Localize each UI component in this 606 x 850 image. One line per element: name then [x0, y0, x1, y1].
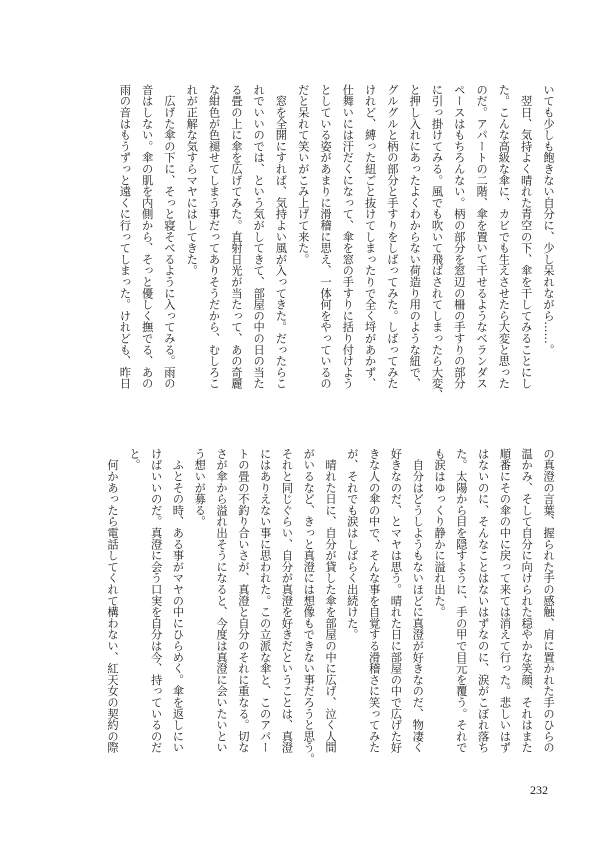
text-column: も涙はゆっくり静かに溢れ出た。 — [433, 448, 447, 618]
text-column: 仕舞いには汗だくになって、傘を窓の手すりに括り付けよう — [341, 84, 355, 390]
text-column: それと同じぐらい、自分が真澄を好きだということは、真澄 — [280, 448, 294, 754]
text-column: 翌日、気持よく晴れた青空の下、傘を干してみることにし — [519, 84, 533, 390]
text-column: 順番にその傘の中に戻って来ては消えて行った。悲しいはず — [498, 448, 512, 754]
text-column: る畳の上に傘を広げてみた。直射日光が当たって、あの奇麗 — [229, 84, 243, 390]
text-column: のだ。アパートの二階、傘を置いて干せるようなベランダス — [475, 84, 489, 390]
text-column: としている姿があまりに滑稽に思え、一体何をやっているの — [319, 84, 333, 390]
text-column: の真澄の言葉、握られた手の感触、肩に置かれた手のひらの — [542, 448, 555, 754]
text-column: れが正解な気すらマヤにはしてきた。 — [185, 84, 199, 277]
text-column: けばいいのだ。真澄に会う口実を自分は今、持っているのだ — [149, 448, 163, 754]
text-column: 自分はどうしようもないほどに真澄が好きなのだ、物凄く — [411, 448, 425, 754]
text-column: た。太陽から目を隠すように、手の甲で目元を覆う。それで — [454, 448, 468, 754]
text-column: はないのに、そんなことはないはずなのに、涙がこぼれ落ち — [476, 448, 490, 754]
text-column: ペースはもちろんない。柄の部分を窓辺の柵の手すりの部分 — [452, 84, 466, 390]
text-column: れでいいのでは、という気がしてきて、部屋の中の日の当た — [252, 84, 266, 390]
text-column: けれど、縛った紐ごと抜けてしまったりで全く埒があかず、 — [363, 84, 377, 390]
text-column: がいるなど、きっと真澄には想像もできない事だろうと思う。 — [302, 448, 316, 765]
text-column: いても少しも飽きない自分に、少し呆れながら……。 — [542, 84, 555, 356]
text-column: きな人の傘の中で、そんな事を自覚する滑稽さに笑ってみた — [367, 448, 381, 754]
text-column: と。 — [127, 448, 141, 471]
text-column: さが傘から溢れ出そうになると、今度は真澄に会いたいとい — [215, 448, 229, 754]
text-column: と押し入れにあったよくわからない荷造り用のような紐で、 — [408, 84, 422, 390]
text-block-lower — [101, 448, 559, 765]
text-column: トの畳の不釣り合いさが、真澄と自分のそれに重なる。切な — [236, 448, 250, 754]
text-block-upper — [113, 84, 559, 401]
text-column: が、それでも涙はしばらく出続けた。 — [345, 448, 359, 641]
text-column: ふとその時、ある事がマヤの中にひらめく。傘を返しにい — [171, 448, 185, 754]
text-column: 音はしない。傘の肌を内側から、そっと優しく撫でる、あの — [140, 84, 154, 390]
text-column: な紺色が色褪せてしまう事だってありそうだから、むしろこ — [207, 84, 221, 390]
text-column: 温かみ、そして自分に向けられた穏やかな笑顔、それはまた — [520, 448, 534, 754]
page-number: 232 — [530, 783, 548, 797]
text-column: だと呆れて笑いがこみ上げて来た。 — [296, 84, 310, 265]
text-column: う想いが募る。 — [193, 448, 207, 528]
text-column: 窓を全開にすれば、気持よい風が入ってきた。だったらこ — [274, 84, 288, 390]
text-column: 広げた傘の下に、そっと寝そべるように入ってみる。雨の — [162, 84, 176, 390]
text-column: 何かあったら電話してくれて構わない、紅天女の契約の際 — [106, 448, 120, 754]
text-column: グルグルと柄の部分と手すりをしばってみた。しばってみた — [385, 84, 399, 390]
text-column: 好きなのだ、とマヤは思う。晴れた日に部屋の中で広げた好 — [389, 448, 403, 754]
text-column: 雨の音はもうずっと遠くに行ってしまった。けれども、昨日 — [118, 84, 132, 390]
text-column: に引っ掛けてみる。風でも吹いて飛ばされてしまったら大変、 — [430, 84, 444, 401]
text-column: 晴れた日に、自分が貸した傘を部屋の中に広げ、泣く人間 — [324, 448, 338, 754]
text-column: た。こんな高級な傘に、カビでも生えさせたら大変と思った — [497, 84, 511, 390]
text-column: にはありえない事に思われた。この立派な傘と、このアパー — [258, 448, 272, 754]
